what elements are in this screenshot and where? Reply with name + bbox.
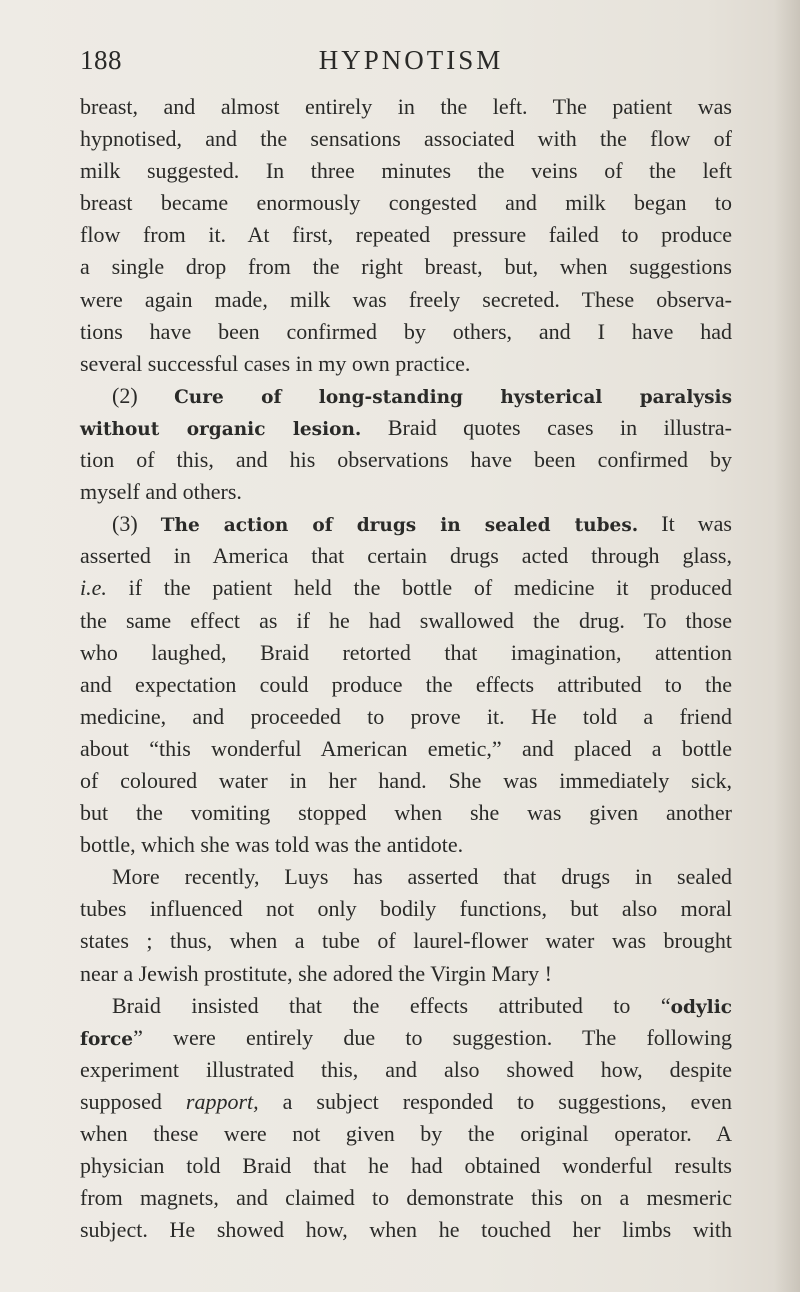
text-segment: asserted in America that certain drugs acted through glass, (80, 543, 732, 569)
text-line (80, 444, 732, 476)
running-head: HYPNOTISM (318, 45, 504, 75)
text-line (80, 508, 732, 540)
text-segment: (3) (112, 511, 161, 537)
section-heading-text: odylic (670, 996, 732, 1018)
text-line (80, 1150, 732, 1182)
text-segment: of coloured water in her hand. She was immediately sick, (80, 767, 732, 793)
text-line (80, 701, 732, 733)
text-segment: It was (638, 511, 732, 537)
text-segment: Braid quotes cases in illustra- (361, 414, 732, 440)
text-segment: who laughed, Braid retorted that imagination, attention (80, 639, 732, 665)
text-segment: More recently, Luys has asserted that drugs in sealed (112, 864, 732, 890)
text-segment: when these were not given by the original operator. A (80, 1121, 732, 1146)
text-line (80, 1118, 732, 1150)
text-line (80, 829, 732, 861)
text-segment: experiment illustrated this, and also showed how, despite (80, 1056, 732, 1082)
text-line (80, 1022, 732, 1054)
text-segment: were again made, milk was freely secreted. These observa- (80, 286, 732, 312)
text-segment: subject. He showed how, when he touched her limbs with (80, 1217, 732, 1243)
text-segment: flow from it. At first, repeated pressure failed to produce (80, 222, 732, 248)
text-line (80, 861, 732, 893)
text-segment: hypnotised, and the sensations associated with the flow of (80, 126, 732, 152)
text-line (80, 669, 732, 701)
text-segment: physician told Braid that he had obtained wonderful results (80, 1153, 732, 1179)
text-segment: tions have been confirmed by others, and I have had (80, 318, 732, 344)
text-segment: if the patient held the bottle of medicine it produced (106, 575, 732, 601)
page-edge-shadow (774, 0, 800, 1292)
text-line (80, 316, 732, 348)
text-segment: tion of this, and his observations have been confirmed by (80, 447, 732, 473)
text-segment: medicine, and proceeded to prove it. He told a friend (80, 703, 732, 729)
text-segment: about “this wonderful American emetic,” and placed a bottle (80, 735, 732, 761)
text-line (80, 990, 732, 1022)
text-segment: near a Jewish prostitute, she adored the Virgin Mary ! (80, 960, 552, 986)
text-line (80, 1086, 732, 1118)
italic-text: i.e. (80, 575, 107, 601)
text-segment: ” were entirely due to suggestion. The following (133, 1024, 732, 1050)
text-segment: (2) (112, 382, 175, 408)
text-line (80, 797, 732, 829)
text-line (80, 251, 732, 283)
text-line (80, 348, 732, 380)
page-number: 188 (80, 45, 122, 75)
page-header (80, 45, 732, 85)
text-segment: bottle, which she was told was the antidote. (80, 832, 464, 858)
text-line (80, 572, 732, 604)
section-heading-text: force (80, 1028, 134, 1050)
text-segment: supposed (80, 1088, 186, 1114)
text-line (80, 958, 732, 990)
text-segment: from magnets, and claimed to demonstrate this on a mesmeric (80, 1185, 732, 1211)
text-line (80, 284, 732, 316)
text-line (80, 925, 732, 957)
text-segment: a subject responded to suggestions, even (258, 1088, 733, 1114)
text-line (80, 380, 732, 412)
text-segment: breast, and almost entirely in the left. The patient was (80, 94, 732, 119)
text-segment: states ; thus, when a tube of laurel-flower water was brought (80, 928, 732, 954)
text-line (80, 219, 732, 251)
text-line (80, 476, 732, 508)
text-segment: Braid insisted that the effects attributed to “ (112, 992, 671, 1018)
text-segment: and expectation could produce the effects attributed to the (80, 671, 732, 697)
text-segment: myself and others. (80, 479, 242, 505)
text-line (80, 605, 732, 637)
text-line (80, 155, 732, 187)
italic-text: rapport, (185, 1088, 259, 1114)
text-line (80, 123, 732, 155)
text-line (80, 412, 732, 444)
text-line (80, 733, 732, 765)
text-line (80, 637, 732, 669)
text-line (80, 765, 732, 797)
text-segment: a single drop from the right breast, but, when suggestions (80, 254, 732, 280)
text-line (80, 1054, 732, 1086)
body-text (80, 91, 732, 1246)
text-segment: the same effect as if he had swallowed the drug. To those (80, 607, 732, 633)
text-line (80, 1182, 732, 1214)
text-line (80, 540, 732, 572)
text-line (80, 893, 732, 925)
section-heading-text: without organic lesion. (80, 418, 362, 440)
text-line (80, 187, 732, 219)
text-line (80, 91, 732, 123)
text-segment: but the vomiting stopped when she was given another (80, 800, 732, 826)
text-segment: breast became enormously congested and milk began to (80, 190, 732, 216)
text-segment: tubes influenced not only bodily functions, but also moral (80, 896, 732, 922)
text-segment: milk suggested. In three minutes the veins of the left (80, 158, 732, 184)
text-line (80, 1214, 732, 1246)
text-segment: several successful cases in my own practice. (80, 350, 471, 376)
section-heading-text: Cure of long-standing hysterical paralysis (174, 386, 732, 408)
section-heading-text: The action of drugs in sealed tubes. (160, 515, 639, 537)
